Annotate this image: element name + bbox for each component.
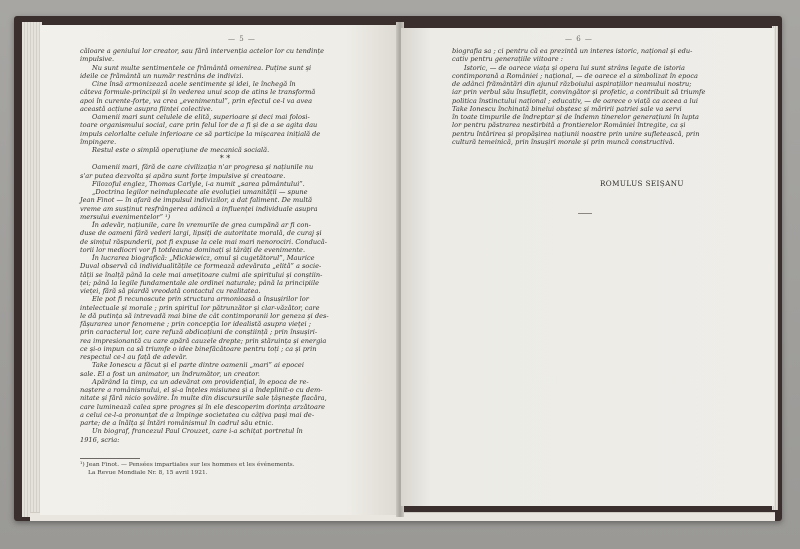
text-line: fășurarea unor fenomene ; prin concepția lor idealistă asupra vieței ; bbox=[80, 320, 311, 328]
section-separator: * * bbox=[219, 154, 231, 164]
text-line: câteva formule-principii și în vederea unui scop de atins le transformă bbox=[80, 88, 316, 97]
text-line: Nu sunt multe sentimentele ce frământă omenirea. Puține sunt și bbox=[92, 63, 312, 72]
text-line: vieței, fără să piardă vreodată contactul cu realitatea. bbox=[80, 287, 261, 295]
text-line: parte; de a înălța și întări românismul în cadrul său etnic. bbox=[80, 419, 274, 427]
text-line: apoi în curente-forțe, va crea „evenimentul”, prin efectul ce-l va avea bbox=[80, 96, 313, 105]
text-line: Restul este o simplă operațiune de mecanică socială. bbox=[92, 146, 270, 154]
text-line: care luminează calea spre progres și în ele descoperim dorința arzătoare bbox=[80, 402, 326, 411]
text-line: biografia sa ; ci pentru că ea prezintă un interes istoric, național și edu- bbox=[452, 47, 693, 55]
text-line: „Doctrina legilor neinduplecate ale evoluției umanității — spune bbox=[92, 188, 308, 196]
text-line: Jean Finot — în afară de impulsul indivizilor, a dat faliment. De multă bbox=[80, 196, 313, 205]
right-page-number: — 6 — bbox=[565, 35, 593, 43]
text-line: pentru întărirea și propășirea națiunii noastre prin unire sufletească, prin bbox=[452, 129, 700, 138]
text-line: politica înstinctului național ; educativ, — de oarece o viață ca aceea a lui bbox=[452, 96, 699, 105]
text-line: Duval observă că individualitățile ce formează adevărata „elită” a socie- bbox=[80, 262, 322, 271]
text-line: Un biograf, francezul Paul Crouzet, care i-a schițat portretul în bbox=[92, 427, 303, 436]
text-line: ce și-o impun ca să triumfe o idee binefăcătoare pentru toți ; ca și prin bbox=[80, 344, 317, 353]
text-line: nitate și fără nicio șovăire. În multe din discursurile sale țâșnește flacăra, bbox=[80, 394, 327, 403]
text-line: Ele pot fi recunoscute prin structura armonioasă a însușirilor lor bbox=[92, 295, 309, 304]
text-line: Oamenii mari sunt celulele de elită, superioare și deci mai folosi- bbox=[92, 113, 310, 121]
text-line: În adevăr, națiunile, care în vremurile de grea cumpănă ar fi con- bbox=[92, 221, 311, 229]
footnote-line: La Revue Mondiale Nr. 8, 15 avril 1921. bbox=[88, 469, 208, 476]
text-line: În lucrarea biografică: „Mickiewicz, omul și cugetătorul”, Maurice bbox=[92, 254, 315, 262]
text-line: de adânci frământări din ajunul războiului aspirațiilor neamului nostru; bbox=[452, 80, 692, 88]
text-line: lor pentru păstrarea nestirbită a frontierelor României întregite, ca și bbox=[452, 121, 686, 130]
text-line: mersului evenimentelor” ¹) bbox=[80, 212, 171, 221]
text-line: contimporană a României ; național, — de oarece el a simbolizat în epoca bbox=[452, 71, 698, 80]
text-line: impulsive. bbox=[80, 55, 115, 64]
author-signature: ROMULUS SEIȘANU bbox=[600, 179, 684, 188]
text-line: s'ar putea dezvolta și apăra sunt forțe impulsive și creatoare. bbox=[80, 171, 286, 180]
text-line: în toate timpurile de îndreptar și de îndemn tinerelor generațiuni în lupta bbox=[452, 113, 699, 121]
text-line: duse de oameni fără vederi largi, lipsiți de autoritate morală, de curaj și bbox=[80, 229, 322, 238]
text-line: sale. El a fost un animator, un îndrumător, un creator. bbox=[80, 369, 260, 378]
footnote bbox=[80, 462, 370, 477]
right-page-body bbox=[452, 47, 742, 146]
text-line: această acțiune asupra ființei colective. bbox=[80, 104, 213, 113]
text-line: impuls celorlalte celule inferioare ce să participe la mișcarea inițială de bbox=[80, 129, 321, 138]
text-line: rea impresionantă cu care apără cauzele drepte; prin stăruința și energia bbox=[80, 336, 327, 345]
text-line: a celui ce-l-a pronunțat de a împinge societatea cu câțiva pași mai de- bbox=[80, 410, 315, 419]
text-line: Apărând la timp, ca un adevărat om providențial, în epoca de re- bbox=[92, 377, 309, 386]
text-line: Take Ionescu a făcut și el parte dintre oamenii „mari” ai epocei bbox=[92, 361, 304, 370]
text-line: tății se înalță până la cele mai amețitoare culmi ale spiritului și conștiin- bbox=[80, 270, 323, 279]
text-line: 1916, scria: bbox=[80, 435, 120, 444]
text-line: căloare a geniului lor creator, sau fără intervenția actelor lor cu tendințe bbox=[80, 47, 325, 55]
text-line: Filozoful englez, Thomas Carlyle, i-a numit „sarea pământului”. bbox=[92, 179, 305, 188]
text-line: Istoric, — de oarece viața și opera lui sunt strâns legate de istoria bbox=[464, 63, 685, 72]
text-line: cultură temeinică, prin însușiri morale și prin muncă constructivă. bbox=[452, 137, 675, 146]
text-line: ideile ce frământă un număr restrâns de indivizi. bbox=[80, 71, 244, 80]
text-line: iar prin verbul său însuflețit, convingător și profetic, a contribuit să triumfe bbox=[452, 88, 706, 97]
text-line: le dă putința să intrevadă mai bine de cât contimporanii lor geneza și des- bbox=[80, 311, 329, 320]
text-line: prin caracterul lor, care refuză abdicațiuni de conștiință ; prin însușiri- bbox=[80, 328, 318, 337]
text-line: torii lor mediocri vor fi totdeauna dominați și târâți de evenimente. bbox=[80, 245, 306, 254]
text-line: respectul ce-l au față de adevăr. bbox=[80, 353, 188, 361]
page-stack-left bbox=[22, 22, 42, 517]
end-mark bbox=[578, 213, 592, 214]
text-line: naștere a românismului, el și-a înțeles misiunea și a îndeplinit-o cu dem- bbox=[80, 386, 323, 394]
text-line: ței; până la legile fundamentale ale ordinei naturale; până la principiile bbox=[80, 278, 320, 287]
text-line: Cine însă armonizează acele sentimente și idei, le închegă în bbox=[92, 80, 296, 88]
text-line: Take Ionescu închinată binelui obștesc și măririi patriei sale va servi bbox=[452, 104, 682, 113]
text-line: toare organismului social, care prin felul lor de a fi și de a se agita dau bbox=[80, 121, 318, 130]
text-line: împingere. bbox=[80, 137, 117, 146]
text-line: de simțul răspunderii, pot fi expuse la cele mai mari nenorociri. Conducă- bbox=[80, 237, 327, 246]
left-page-number: — 5 — bbox=[228, 35, 256, 43]
footnote-line: ¹) Jean Finot. — Pensées impartiales sur les hommes et les événements. bbox=[80, 462, 295, 468]
text-line: Oamenii mari, fără de care civilizația n'ar progresa și națiunile nu bbox=[92, 163, 314, 172]
left-page-body bbox=[80, 47, 370, 444]
text-line: cativ pentru generațiile viitoare : bbox=[452, 55, 563, 64]
footnote-divider bbox=[80, 458, 140, 459]
text-line: intelectuale și morale ; prin spiritul lor pătrunzător și clar-văzător, care bbox=[80, 303, 320, 312]
text-line: vreme am susținut resfrângerea adâncă a influenței individuale asupra bbox=[80, 204, 318, 213]
